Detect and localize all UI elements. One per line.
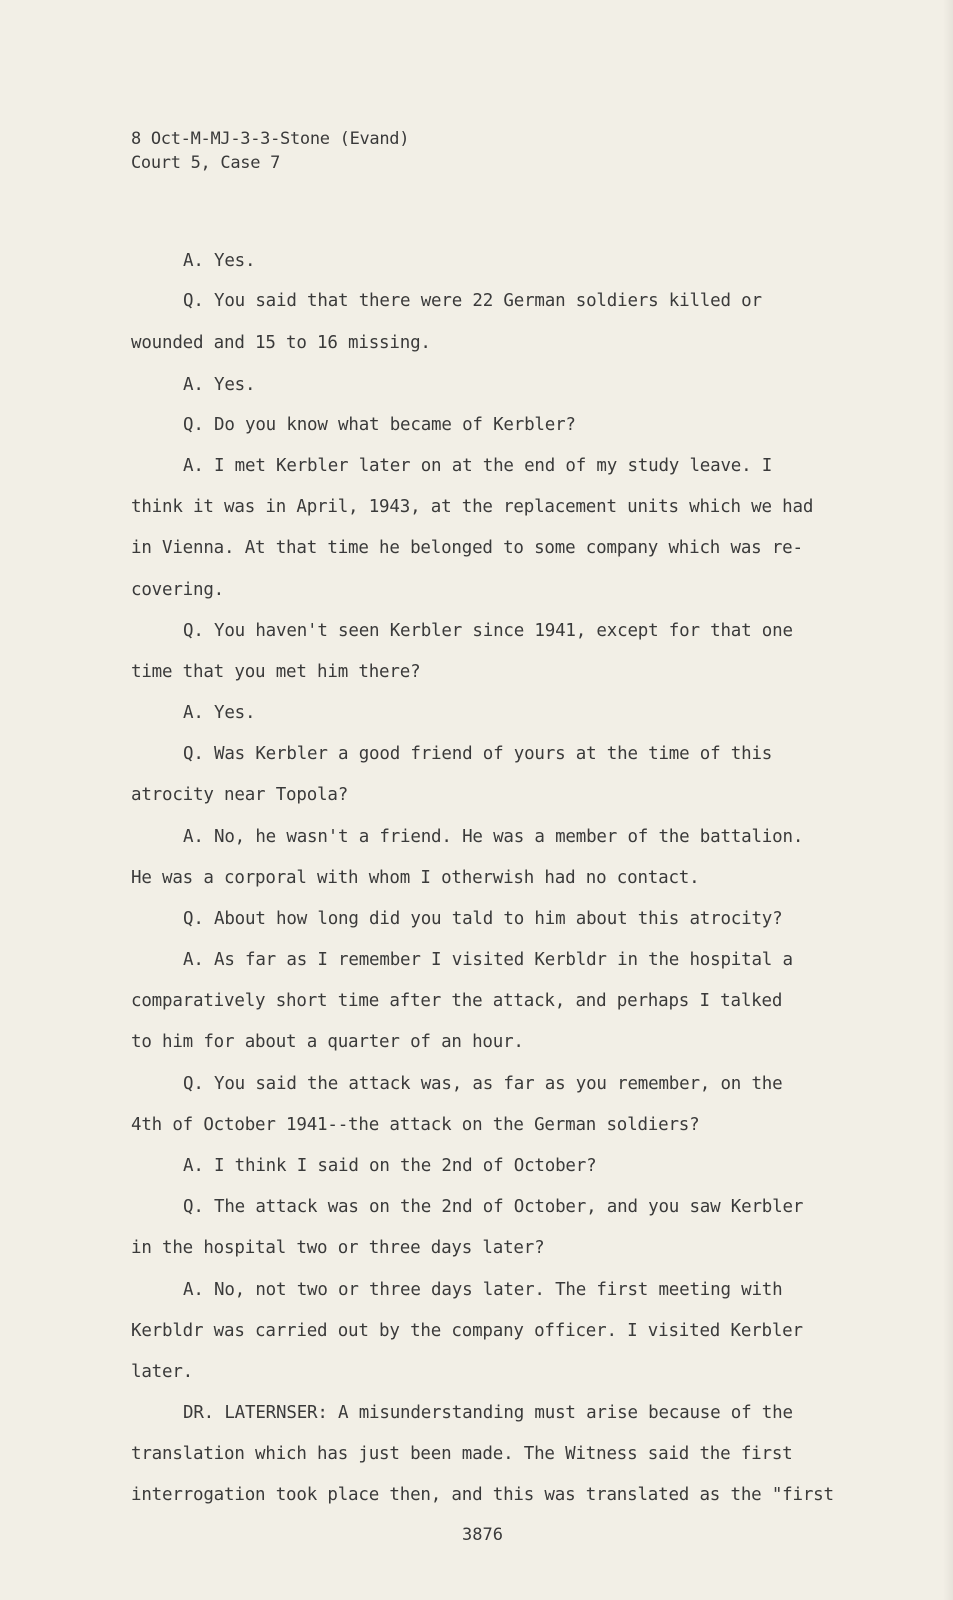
header-line-1: 8 Oct-M-MJ-3-3-Stone (Evand) xyxy=(131,129,410,149)
transcript-line: in the hospital two or three days later? xyxy=(131,1238,545,1258)
transcript-line: interrogation took place then, and this was translated as the "first xyxy=(131,1485,834,1505)
transcript-line: later. xyxy=(131,1362,194,1382)
transcript-line: Q. You haven't seen Kerbler since 1941, except for that one xyxy=(183,621,793,641)
transcript-line: in Vienna. At that time he belonged to some company which was re- xyxy=(131,538,803,558)
transcript-line: Q. Do you know what became of Kerbler? xyxy=(183,415,576,435)
transcript-line: Q. You said that there were 22 German soldiers killed or xyxy=(183,291,762,311)
transcript-line: A. I think I said on the 2nd of October? xyxy=(183,1156,597,1176)
transcript-line: A. I met Kerbler later on at the end of my study leave. I xyxy=(183,456,773,476)
transcript-line: comparatively short time after the attack, and perhaps I talked xyxy=(131,991,783,1011)
page-edge-shadow xyxy=(943,0,953,1600)
transcript-line: Kerbldr was carried out by the company officer. I visited Kerbler xyxy=(131,1321,803,1341)
transcript-line: atrocity near Topola? xyxy=(131,785,349,805)
transcript-line: translation which has just been made. The Witness said the first xyxy=(131,1444,793,1464)
transcript-line: Q. The attack was on the 2nd of October, and you saw Kerbler xyxy=(183,1197,804,1217)
transcript-line: think it was in April, 1943, at the replacement units which we had xyxy=(131,497,814,517)
transcript-line: A. Yes. xyxy=(183,375,256,395)
transcript-line: Q. You said the attack was, as far as you remember, on the xyxy=(183,1074,783,1094)
transcript-line: to him for about a quarter of an hour. xyxy=(131,1032,524,1052)
transcript-line: A. As far as I remember I visited Kerbldr in the hospital a xyxy=(183,950,793,970)
transcript-line: Q. About how long did you tald to him about this atrocity? xyxy=(183,909,783,929)
transcript-line: A. No, not two or three days later. The first meeting with xyxy=(183,1280,783,1300)
transcript-line: A. Yes. xyxy=(183,251,256,271)
header-line-2: Court 5, Case 7 xyxy=(131,153,281,173)
transcript-line: A. Yes. xyxy=(183,703,256,723)
document-header xyxy=(131,127,409,175)
transcript-line: He was a corporal with whom I otherwish had no contact. xyxy=(131,868,700,888)
transcript-line: A. No, he wasn't a friend. He was a member of the battalion. xyxy=(183,827,804,847)
transcript-line: covering. xyxy=(131,580,225,600)
transcript-line: Q. Was Kerbler a good friend of yours at the time of this xyxy=(183,744,773,764)
transcript-line: wounded and 15 to 16 missing. xyxy=(131,333,431,353)
transcript-line: DR. LATERNSER: A misunderstanding must arise because of the xyxy=(183,1403,793,1423)
page-number: 3876 xyxy=(462,1525,503,1545)
transcript-line: 4th of October 1941--the attack on the German soldiers? xyxy=(131,1115,700,1135)
transcript-line: time that you met him there? xyxy=(131,662,421,682)
